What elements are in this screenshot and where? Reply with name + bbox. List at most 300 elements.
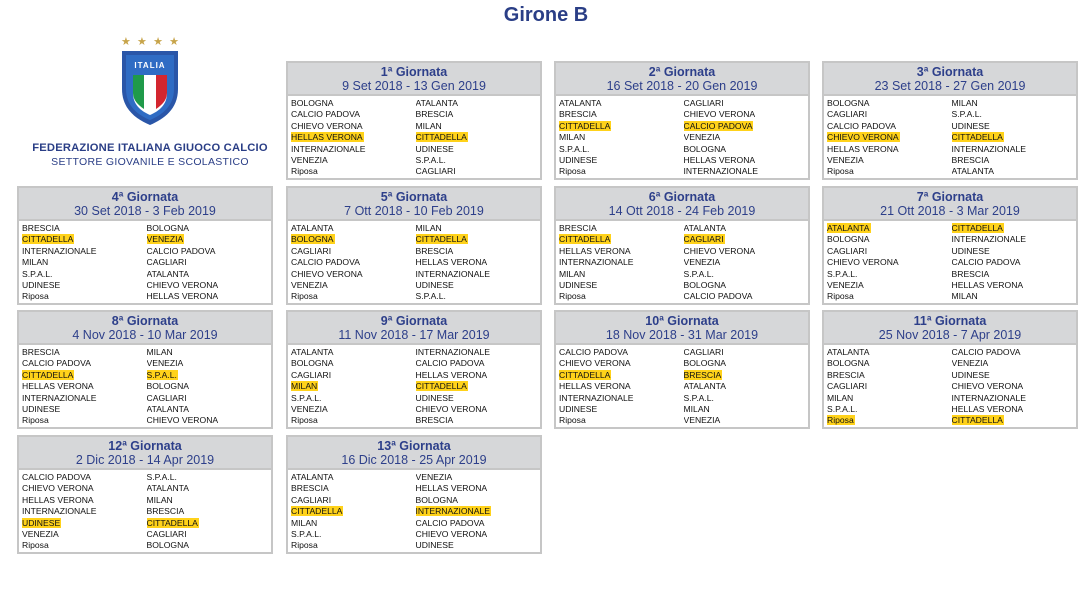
- match-row: [291, 370, 540, 381]
- home-team: [827, 347, 952, 358]
- match-row: [291, 132, 540, 143]
- away-team: [684, 347, 809, 358]
- home-team: [559, 347, 684, 358]
- away-team-name: INTERNAZIONALE: [951, 143, 1026, 154]
- away-team: [416, 166, 541, 177]
- round-header: [556, 312, 808, 345]
- home-team: [291, 518, 416, 529]
- away-team: [684, 144, 809, 155]
- away-team: [147, 347, 272, 358]
- home-team-name: HELLAS VERONA: [827, 143, 899, 154]
- away-team-name: INTERNAZIONALE: [951, 234, 1026, 245]
- away-team-name: ATALANTA: [146, 268, 189, 279]
- match-row: [559, 246, 808, 257]
- home-team-name: ATALANTA: [291, 223, 334, 233]
- home-team-name: UDINESE: [559, 403, 598, 414]
- away-team-name: HELLAS VERONA: [683, 154, 756, 165]
- round-dates: 2 Dic 2018 - 14 Apr 2019: [75, 453, 215, 467]
- home-team: [291, 155, 416, 166]
- round-dates: 25 Nov 2018 - 7 Apr 2019: [878, 328, 1022, 342]
- match-row: [291, 506, 540, 517]
- away-team: [147, 393, 272, 404]
- round-dates: 16 Set 2018 - 20 Gen 2019: [606, 79, 758, 93]
- round-title: 6ª Giornata: [648, 190, 716, 204]
- home-team-name: HELLAS VERONA: [559, 381, 631, 392]
- home-team: [22, 393, 147, 404]
- match-row: [291, 381, 540, 392]
- away-team-name: CITTADELLA: [415, 234, 467, 245]
- match-row: [291, 257, 540, 268]
- home-team-name: VENEZIA: [827, 279, 864, 290]
- away-team-name: S.P.A.L.: [415, 291, 446, 302]
- home-team: [22, 291, 147, 302]
- match-row: [291, 121, 540, 132]
- home-team-name: VENEZIA: [291, 279, 328, 290]
- away-team: [684, 280, 809, 291]
- home-team-name: CAGLIARI: [827, 109, 868, 120]
- match-row: [22, 483, 271, 494]
- away-team: [684, 393, 809, 404]
- home-team-name: CITTADELLA: [559, 234, 611, 245]
- away-team-name: CITTADELLA: [951, 415, 1003, 426]
- home-team-name: Riposa: [22, 540, 49, 551]
- match-row: [22, 269, 271, 280]
- match-row: [291, 347, 540, 358]
- home-team-name: Riposa: [559, 166, 586, 177]
- match-row: [827, 404, 1076, 415]
- away-team: [147, 518, 272, 529]
- home-team: [291, 529, 416, 540]
- home-team: [22, 518, 147, 529]
- home-team: [22, 381, 147, 392]
- match-row: [22, 246, 271, 257]
- away-team: [684, 98, 809, 109]
- away-team: [416, 347, 541, 358]
- match-row: [291, 472, 540, 483]
- home-team: [559, 257, 684, 268]
- home-team: [559, 415, 684, 426]
- home-team: [827, 144, 952, 155]
- match-row: [22, 347, 271, 358]
- away-team: [952, 393, 1077, 404]
- away-team-name: VENEZIA: [683, 257, 721, 268]
- home-team: [559, 121, 684, 132]
- match-row: [22, 370, 271, 381]
- away-team-name: CAGLIARI: [146, 528, 187, 539]
- round-title: 8ª Giornata: [111, 314, 179, 328]
- home-team-name: BOLOGNA: [291, 358, 334, 369]
- match-row: [827, 98, 1076, 109]
- home-team-name: Riposa: [559, 415, 586, 426]
- away-team: [952, 223, 1077, 234]
- home-team-name: CITTADELLA: [22, 234, 74, 245]
- round-card: [286, 61, 542, 180]
- round-title: 10ª Giornata: [645, 314, 719, 328]
- home-team: [22, 529, 147, 540]
- round-card: [17, 435, 273, 554]
- federation-subtitle: SETTORE GIOVANILE E SCOLASTICO: [51, 156, 249, 168]
- away-team-name: S.P.A.L.: [683, 392, 714, 403]
- away-team: [684, 223, 809, 234]
- away-team: [147, 472, 272, 483]
- away-team: [416, 98, 541, 109]
- home-team: [22, 506, 147, 517]
- home-team-name: S.P.A.L.: [22, 268, 53, 279]
- round-title: 1ª Giornata: [380, 65, 448, 79]
- away-team-name: MILAN: [951, 98, 978, 108]
- round-title: 4ª Giornata: [111, 190, 179, 204]
- match-row: [827, 291, 1076, 302]
- home-team: [827, 132, 952, 143]
- home-team: [22, 269, 147, 280]
- home-team: [559, 381, 684, 392]
- away-team-name: CITTADELLA: [146, 517, 198, 528]
- match-row: [827, 144, 1076, 155]
- match-row: [827, 257, 1076, 268]
- home-team-name: BOLOGNA: [827, 234, 870, 245]
- home-team: [827, 269, 952, 280]
- home-team-name: S.P.A.L.: [291, 528, 322, 539]
- away-team-name: HELLAS VERONA: [415, 369, 488, 380]
- away-team-name: CALCIO PADOVA: [415, 517, 485, 528]
- home-team: [22, 483, 147, 494]
- away-team: [952, 347, 1077, 358]
- away-team: [416, 132, 541, 143]
- home-team: [291, 246, 416, 257]
- away-team-name: S.P.A.L.: [146, 472, 177, 482]
- away-team: [684, 269, 809, 280]
- away-team: [416, 518, 541, 529]
- home-team: [22, 347, 147, 358]
- home-team-name: BOLOGNA: [827, 98, 870, 108]
- home-team: [22, 280, 147, 291]
- home-team: [291, 540, 416, 551]
- match-row: [22, 540, 271, 551]
- away-team: [416, 495, 541, 506]
- away-team-name: BRESCIA: [683, 369, 722, 380]
- round-title: 7ª Giornata: [916, 190, 984, 204]
- away-team-name: CHIEVO VERONA: [146, 279, 219, 290]
- round-card: [822, 310, 1078, 429]
- match-row: [559, 415, 808, 426]
- home-team: [22, 223, 147, 234]
- home-team: [291, 269, 416, 280]
- round-header: [288, 188, 540, 221]
- home-team: [559, 404, 684, 415]
- match-list: [288, 345, 540, 427]
- away-team: [416, 506, 541, 517]
- match-row: [291, 529, 540, 540]
- round-title: 2ª Giornata: [648, 65, 716, 79]
- away-team: [416, 269, 541, 280]
- away-team-name: INTERNAZIONALE: [951, 392, 1026, 403]
- away-team: [147, 358, 272, 369]
- home-team: [291, 381, 416, 392]
- away-team-name: UDINESE: [951, 369, 990, 380]
- away-team: [416, 393, 541, 404]
- away-team-name: BRESCIA: [415, 415, 454, 426]
- away-team: [952, 280, 1077, 291]
- round-dates: 7 Ott 2018 - 10 Feb 2019: [344, 204, 484, 218]
- away-team: [147, 223, 272, 234]
- home-team: [291, 223, 416, 234]
- away-team: [416, 246, 541, 257]
- away-team: [416, 223, 541, 234]
- away-team-name: UDINESE: [415, 143, 454, 154]
- home-team-name: ATALANTA: [559, 98, 602, 108]
- away-team-name: ATALANTA: [683, 381, 726, 392]
- home-team-name: ATALANTA: [291, 472, 334, 482]
- home-team-name: UDINESE: [559, 154, 598, 165]
- away-team-name: ATALANTA: [146, 403, 189, 414]
- away-team-name: VENEZIA: [683, 415, 721, 426]
- match-row: [827, 246, 1076, 257]
- match-row: [827, 223, 1076, 234]
- home-team: [22, 370, 147, 381]
- match-row: [827, 155, 1076, 166]
- away-team: [416, 291, 541, 302]
- match-row: [559, 98, 808, 109]
- federation-name: FEDERAZIONE ITALIANA GIUOCO CALCIO: [32, 142, 268, 154]
- away-team: [684, 381, 809, 392]
- home-team: [22, 234, 147, 245]
- round-header: [824, 63, 1076, 96]
- round-card: [554, 310, 810, 429]
- away-team: [684, 132, 809, 143]
- home-team: [827, 155, 952, 166]
- match-row: [827, 358, 1076, 369]
- away-team-name: MILAN: [415, 223, 442, 233]
- away-team-name: CAGLIARI: [683, 98, 724, 108]
- away-team-name: CHIEVO VERONA: [415, 528, 488, 539]
- round-header: [556, 63, 808, 96]
- away-team-name: CAGLIARI: [683, 347, 724, 357]
- away-team: [952, 98, 1077, 109]
- away-team: [684, 155, 809, 166]
- round-dates: 4 Nov 2018 - 10 Mar 2019: [72, 328, 218, 342]
- away-team: [147, 483, 272, 494]
- home-team: [22, 415, 147, 426]
- away-team: [147, 381, 272, 392]
- home-team: [559, 291, 684, 302]
- away-team-name: BOLOGNA: [415, 494, 459, 505]
- home-team-name: CHIEVO VERONA: [559, 358, 631, 369]
- away-team-name: BOLOGNA: [146, 540, 190, 551]
- away-team-name: S.P.A.L.: [415, 154, 446, 165]
- away-team: [684, 109, 809, 120]
- away-team-name: VENEZIA: [683, 132, 721, 143]
- home-team-name: CHIEVO VERONA: [291, 268, 363, 279]
- home-team-name: INTERNAZIONALE: [559, 257, 634, 268]
- home-team-name: INTERNAZIONALE: [291, 143, 366, 154]
- round-dates: 16 Dic 2018 - 25 Apr 2019: [341, 453, 487, 467]
- away-team-name: UDINESE: [951, 120, 990, 131]
- home-team-name: S.P.A.L.: [827, 403, 858, 414]
- home-team-name: ATALANTA: [827, 347, 870, 357]
- away-team-name: VENEZIA: [146, 358, 184, 369]
- away-team: [147, 529, 272, 540]
- away-team: [416, 144, 541, 155]
- match-list: [556, 96, 808, 178]
- home-team-name: VENEZIA: [827, 154, 864, 165]
- round-card: [286, 310, 542, 429]
- away-team-name: CALCIO PADOVA: [951, 257, 1021, 268]
- home-team: [291, 415, 416, 426]
- away-team: [952, 121, 1077, 132]
- home-team: [291, 166, 416, 177]
- away-team: [952, 166, 1077, 177]
- match-row: [22, 257, 271, 268]
- home-team-name: Riposa: [827, 415, 854, 426]
- home-team: [559, 280, 684, 291]
- match-row: [559, 358, 808, 369]
- away-team-name: BRESCIA: [951, 268, 990, 279]
- away-team: [684, 404, 809, 415]
- home-team: [827, 223, 952, 234]
- away-team: [952, 358, 1077, 369]
- round-header: [19, 437, 271, 470]
- home-team: [559, 269, 684, 280]
- home-team-name: S.P.A.L.: [291, 392, 322, 403]
- home-team-name: Riposa: [827, 291, 854, 302]
- away-team-name: HELLAS VERONA: [415, 483, 488, 494]
- match-row: [559, 234, 808, 245]
- away-team-name: INTERNAZIONALE: [415, 506, 490, 517]
- home-team: [827, 257, 952, 268]
- home-team-name: CITTADELLA: [559, 369, 611, 380]
- match-row: [559, 121, 808, 132]
- away-team: [416, 109, 541, 120]
- away-team-name: BRESCIA: [415, 109, 454, 120]
- home-team-name: CAGLIARI: [291, 369, 332, 380]
- away-team: [147, 280, 272, 291]
- away-team: [147, 370, 272, 381]
- badge-text: ITALIA: [134, 61, 166, 70]
- away-team-name: CAGLIARI: [683, 234, 724, 245]
- away-team: [952, 257, 1077, 268]
- away-team: [952, 234, 1077, 245]
- match-list: [556, 345, 808, 427]
- match-row: [291, 358, 540, 369]
- away-team: [416, 415, 541, 426]
- round-header: [19, 312, 271, 345]
- home-team: [291, 98, 416, 109]
- match-list: [19, 345, 271, 427]
- home-team: [291, 393, 416, 404]
- home-team-name: CAGLIARI: [827, 381, 868, 392]
- home-team-name: Riposa: [291, 291, 318, 302]
- away-team: [416, 234, 541, 245]
- home-team: [559, 234, 684, 245]
- away-team-name: CITTADELLA: [415, 381, 467, 392]
- home-team-name: UDINESE: [559, 279, 598, 290]
- home-team-name: MILAN: [827, 392, 854, 403]
- home-team: [291, 144, 416, 155]
- away-team: [952, 246, 1077, 257]
- match-list: [824, 221, 1076, 303]
- match-row: [559, 109, 808, 120]
- away-team-name: HELLAS VERONA: [146, 291, 219, 302]
- match-list: [556, 221, 808, 303]
- home-team-name: VENEZIA: [22, 528, 59, 539]
- page-title: Girone B: [503, 4, 589, 26]
- round-card: [554, 61, 810, 180]
- away-team: [416, 381, 541, 392]
- round-header: [824, 312, 1076, 345]
- match-list: [824, 96, 1076, 178]
- home-team-name: UDINESE: [22, 279, 61, 290]
- home-team: [559, 98, 684, 109]
- match-row: [291, 495, 540, 506]
- match-row: [827, 280, 1076, 291]
- match-row: [559, 280, 808, 291]
- away-team-name: VENEZIA: [951, 358, 989, 369]
- home-team-name: CHIEVO VERONA: [827, 132, 899, 143]
- match-row: [291, 404, 540, 415]
- match-list: [288, 96, 540, 178]
- away-team: [147, 246, 272, 257]
- home-team: [827, 166, 952, 177]
- away-team: [147, 415, 272, 426]
- home-team-name: BRESCIA: [559, 223, 597, 233]
- away-team: [952, 291, 1077, 302]
- round-header: [288, 63, 540, 96]
- match-row: [22, 280, 271, 291]
- home-team: [827, 109, 952, 120]
- away-team-name: HELLAS VERONA: [415, 257, 488, 268]
- away-team: [416, 529, 541, 540]
- match-row: [559, 404, 808, 415]
- away-team: [147, 404, 272, 415]
- match-row: [559, 257, 808, 268]
- match-row: [291, 166, 540, 177]
- match-row: [291, 246, 540, 257]
- away-team-name: MILAN: [146, 347, 173, 357]
- away-team-name: CALCIO PADOVA: [683, 291, 753, 302]
- home-team: [559, 393, 684, 404]
- match-row: [559, 291, 808, 302]
- away-team: [416, 155, 541, 166]
- match-row: [291, 415, 540, 426]
- home-team-name: INTERNAZIONALE: [22, 245, 97, 256]
- home-team: [22, 257, 147, 268]
- home-team: [291, 234, 416, 245]
- match-row: [559, 347, 808, 358]
- away-team-name: BOLOGNA: [683, 279, 727, 290]
- away-team-name: MILAN: [415, 120, 442, 131]
- round-card: [17, 186, 273, 305]
- home-team-name: CAGLIARI: [291, 245, 332, 256]
- away-team: [147, 540, 272, 551]
- home-team-name: Riposa: [559, 291, 586, 302]
- away-team-name: CITTADELLA: [951, 223, 1003, 233]
- away-team-name: UDINESE: [415, 279, 454, 290]
- match-row: [291, 291, 540, 302]
- round-card: [286, 186, 542, 305]
- home-team: [291, 506, 416, 517]
- away-team-name: UDINESE: [415, 540, 454, 551]
- away-team: [147, 495, 272, 506]
- match-row: [22, 393, 271, 404]
- match-row: [291, 280, 540, 291]
- match-row: [291, 155, 540, 166]
- home-team-name: CHIEVO VERONA: [827, 257, 899, 268]
- match-row: [827, 234, 1076, 245]
- away-team: [684, 121, 809, 132]
- away-team-name: BOLOGNA: [683, 358, 727, 369]
- home-team: [827, 393, 952, 404]
- match-row: [559, 166, 808, 177]
